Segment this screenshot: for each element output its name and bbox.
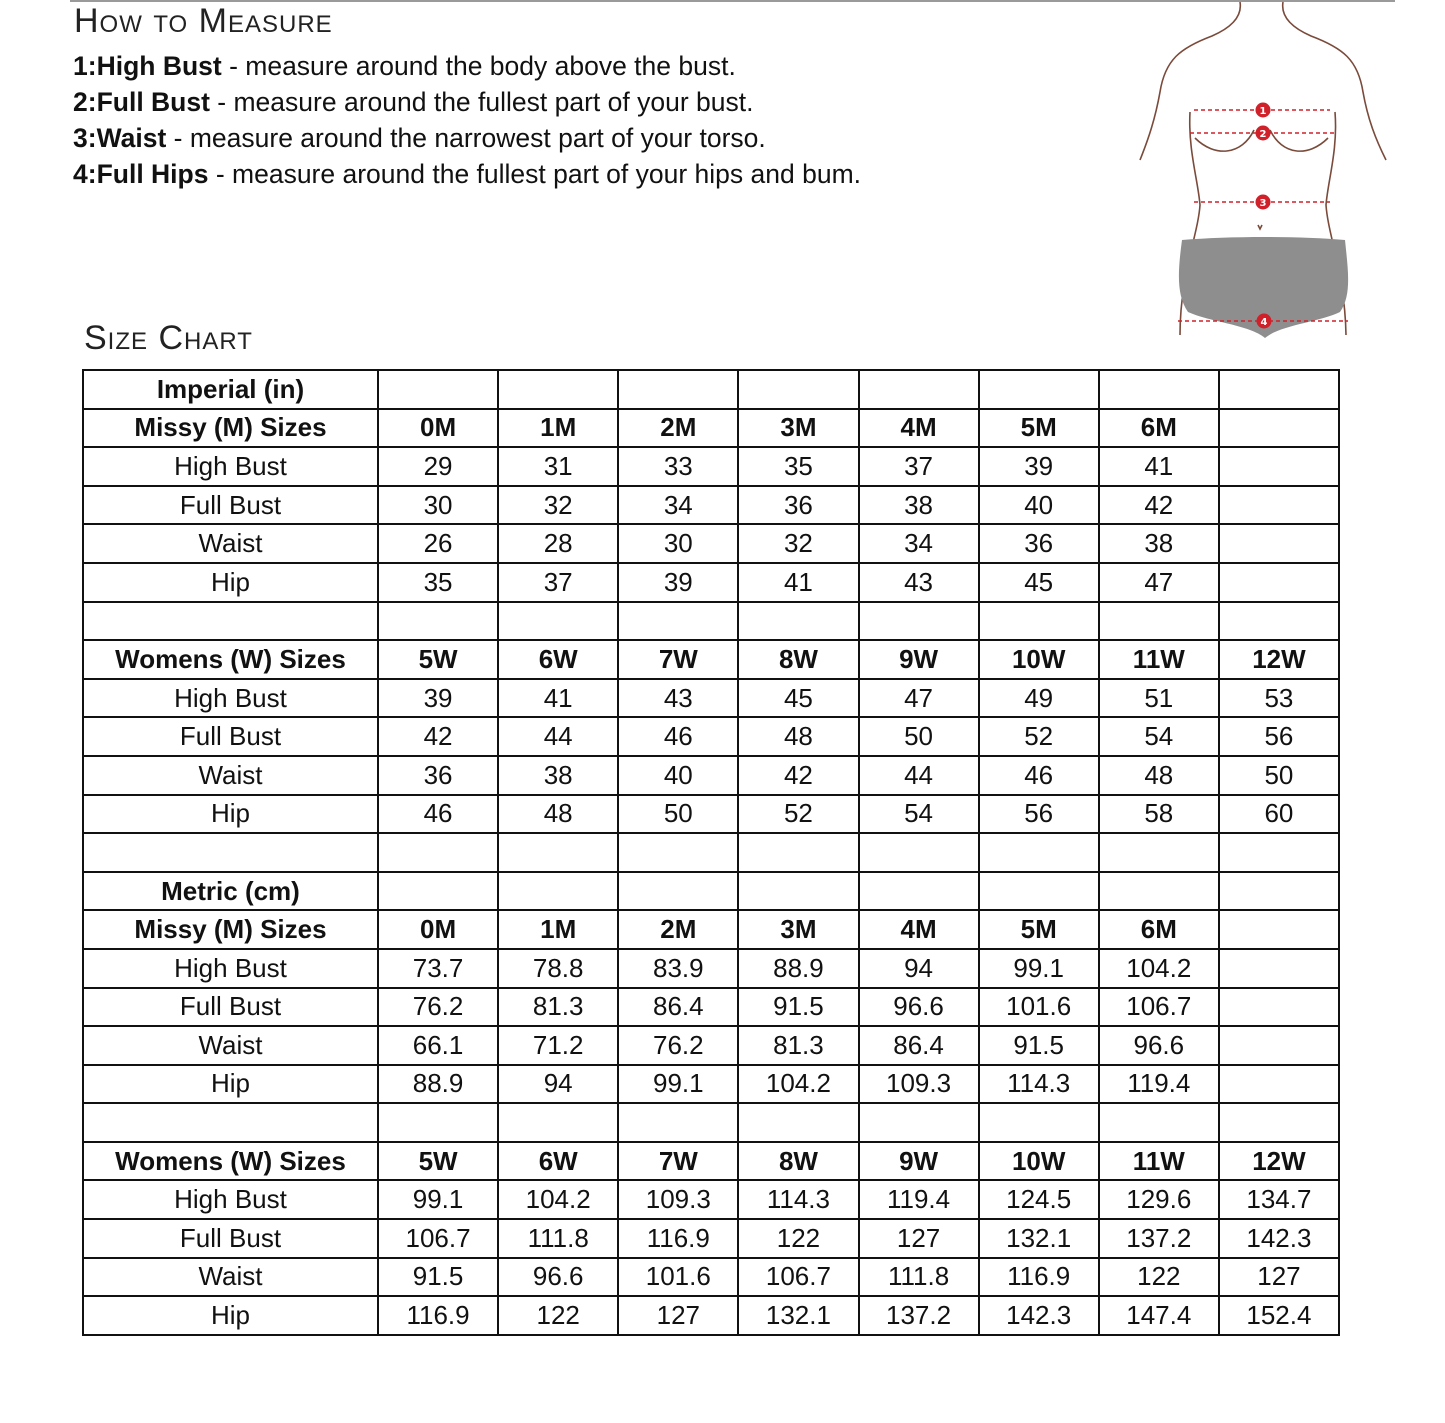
- size-cell: 6M: [1099, 910, 1219, 949]
- size-row: [83, 988, 1339, 1027]
- size-cell: 116.9: [979, 1258, 1099, 1297]
- size-cell: [498, 370, 618, 409]
- size-cell: 44: [859, 756, 979, 795]
- row-label: Hip: [83, 795, 378, 834]
- row-label: Hip: [83, 563, 378, 602]
- size-cell: 38: [1099, 524, 1219, 563]
- size-cell: [738, 602, 858, 641]
- size-cell: 99.1: [618, 1065, 738, 1104]
- instruction-full-bust: 2:Full Bust - measure around the fullest part of your bust.: [73, 87, 754, 117]
- row-label: Waist: [83, 1258, 378, 1297]
- row-label: High Bust: [83, 1180, 378, 1219]
- size-cell: 91.5: [979, 1026, 1099, 1065]
- svg-text:2: 2: [1259, 129, 1267, 140]
- row-label: High Bust: [83, 447, 378, 486]
- size-cell: 109.3: [859, 1065, 979, 1104]
- size-row: [83, 1180, 1339, 1219]
- size-cell: 6W: [498, 640, 618, 679]
- size-cell: 48: [1099, 756, 1219, 795]
- size-row: [83, 949, 1339, 988]
- size-cell: 91.5: [378, 1258, 498, 1297]
- size-cell: [859, 370, 979, 409]
- size-cell: 88.9: [378, 1065, 498, 1104]
- size-row: [83, 447, 1339, 486]
- size-cell: 76.2: [378, 988, 498, 1027]
- instruction-waist: 3:Waist - measure around the narrowest part of your torso.: [73, 123, 766, 153]
- size-cell: 104.2: [1099, 949, 1219, 988]
- instruction-full-hips: 4:Full Hips - measure around the fullest part of your hips and bum.: [73, 159, 862, 189]
- size-cell: [1219, 524, 1339, 563]
- size-cell: 36: [979, 524, 1099, 563]
- size-cell: [378, 370, 498, 409]
- size-cell: [859, 602, 979, 641]
- size-cell: 10W: [979, 1142, 1099, 1181]
- row-label: Full Bust: [83, 988, 378, 1027]
- row-label: Metric (cm): [83, 872, 378, 911]
- size-cell: [979, 1103, 1099, 1142]
- size-cell: [1219, 602, 1339, 641]
- size-row: [83, 1258, 1339, 1297]
- size-cell: [1219, 409, 1339, 448]
- marker-1: [1256, 103, 1271, 118]
- size-cell: 96.6: [859, 988, 979, 1027]
- size-row: [83, 833, 1339, 872]
- size-cell: 104.2: [738, 1065, 858, 1104]
- size-cell: 38: [859, 486, 979, 525]
- size-cell: 101.6: [618, 1258, 738, 1297]
- size-row: [83, 872, 1339, 911]
- size-cell: 99.1: [378, 1180, 498, 1219]
- size-chart-table: [82, 369, 1340, 1336]
- size-cell: [1219, 833, 1339, 872]
- size-cell: 137.2: [1099, 1219, 1219, 1258]
- size-cell: [498, 1103, 618, 1142]
- svg-text:4: 4: [1260, 317, 1268, 328]
- size-cell: 111.8: [859, 1258, 979, 1297]
- row-label: Waist: [83, 524, 378, 563]
- size-cell: [1219, 563, 1339, 602]
- size-cell: 0M: [378, 910, 498, 949]
- size-cell: [498, 602, 618, 641]
- size-cell: [1219, 910, 1339, 949]
- row-label: Full Bust: [83, 486, 378, 525]
- size-cell: 3M: [738, 409, 858, 448]
- size-cell: 45: [738, 679, 858, 718]
- instruction-high-bust: 1:High Bust - measure around the body above the bust.: [73, 51, 736, 81]
- size-cell: 5M: [979, 910, 1099, 949]
- size-cell: 32: [738, 524, 858, 563]
- size-cell: 43: [859, 563, 979, 602]
- size-cell: [738, 1103, 858, 1142]
- size-cell: 0M: [378, 409, 498, 448]
- size-cell: [498, 872, 618, 911]
- size-cell: 52: [979, 717, 1099, 756]
- size-cell: 122: [1099, 1258, 1219, 1297]
- size-cell: 42: [378, 717, 498, 756]
- size-cell: [1099, 833, 1219, 872]
- size-cell: 28: [498, 524, 618, 563]
- size-cell: 31: [498, 447, 618, 486]
- size-cell: 5W: [378, 1142, 498, 1181]
- size-cell: [378, 1103, 498, 1142]
- size-cell: 1M: [498, 910, 618, 949]
- size-cell: [979, 602, 1099, 641]
- size-cell: 58: [1099, 795, 1219, 834]
- size-cell: 30: [618, 524, 738, 563]
- size-cell: 42: [1099, 486, 1219, 525]
- size-cell: 35: [378, 563, 498, 602]
- size-cell: 42: [738, 756, 858, 795]
- svg-text:1: 1: [1259, 106, 1267, 117]
- instruction-name: Full Hips: [96, 159, 209, 189]
- size-cell: 78.8: [498, 949, 618, 988]
- size-cell: 111.8: [498, 1219, 618, 1258]
- size-cell: 132.1: [979, 1219, 1099, 1258]
- size-cell: 11W: [1099, 640, 1219, 679]
- size-cell: 40: [979, 486, 1099, 525]
- size-row: [83, 679, 1339, 718]
- size-cell: [1219, 872, 1339, 911]
- size-cell: 8W: [738, 640, 858, 679]
- row-label: Waist: [83, 1026, 378, 1065]
- size-cell: 96.6: [1099, 1026, 1219, 1065]
- instruction-name: Waist: [96, 123, 167, 153]
- row-label: Waist: [83, 756, 378, 795]
- size-cell: 39: [618, 563, 738, 602]
- size-cell: 44: [498, 717, 618, 756]
- size-cell: 101.6: [979, 988, 1099, 1027]
- size-cell: 94: [498, 1065, 618, 1104]
- size-cell: 142.3: [1219, 1219, 1339, 1258]
- size-chart-body: [83, 370, 1339, 1335]
- size-cell: 66.1: [378, 1026, 498, 1065]
- size-cell: 36: [738, 486, 858, 525]
- size-cell: 47: [859, 679, 979, 718]
- size-cell: 73.7: [378, 949, 498, 988]
- size-cell: 39: [378, 679, 498, 718]
- size-cell: 9W: [859, 640, 979, 679]
- size-cell: 122: [498, 1296, 618, 1335]
- size-cell: 9W: [859, 1142, 979, 1181]
- size-cell: 37: [859, 447, 979, 486]
- size-cell: 109.3: [618, 1180, 738, 1219]
- size-cell: [1099, 872, 1219, 911]
- size-cell: [618, 833, 738, 872]
- row-label: Full Bust: [83, 1219, 378, 1258]
- how-to-measure-title: How to Measure: [74, 2, 333, 40]
- size-cell: 83.9: [618, 949, 738, 988]
- size-row: [83, 1103, 1339, 1142]
- body-measurement-figure: [1130, 0, 1400, 340]
- size-cell: 52: [738, 795, 858, 834]
- size-cell: 33: [618, 447, 738, 486]
- instruction-name: Full Bust: [96, 87, 210, 117]
- size-cell: [618, 872, 738, 911]
- size-cell: 3M: [738, 910, 858, 949]
- size-cell: 119.4: [1099, 1065, 1219, 1104]
- size-cell: 147.4: [1099, 1296, 1219, 1335]
- size-cell: 81.3: [498, 988, 618, 1027]
- size-cell: 54: [859, 795, 979, 834]
- size-cell: 124.5: [979, 1180, 1099, 1219]
- row-label: Womens (W) Sizes: [83, 1142, 378, 1181]
- size-row: [83, 756, 1339, 795]
- size-cell: [618, 602, 738, 641]
- size-cell: [1099, 602, 1219, 641]
- size-row: [83, 486, 1339, 525]
- size-cell: [618, 370, 738, 409]
- size-cell: 40: [618, 756, 738, 795]
- size-cell: 134.7: [1219, 1180, 1339, 1219]
- size-cell: 51: [1099, 679, 1219, 718]
- size-cell: 122: [738, 1219, 858, 1258]
- size-cell: 36: [378, 756, 498, 795]
- row-label: Imperial (in): [83, 370, 378, 409]
- size-cell: 56: [1219, 717, 1339, 756]
- size-cell: 41: [738, 563, 858, 602]
- size-row: [83, 717, 1339, 756]
- size-cell: 12W: [1219, 1142, 1339, 1181]
- row-label: Missy (M) Sizes: [83, 409, 378, 448]
- size-cell: 127: [618, 1296, 738, 1335]
- size-cell: 26: [378, 524, 498, 563]
- marker-4: [1257, 314, 1272, 329]
- size-cell: 46: [378, 795, 498, 834]
- size-cell: [738, 833, 858, 872]
- size-cell: 50: [859, 717, 979, 756]
- svg-text:3: 3: [1259, 198, 1267, 209]
- size-cell: [738, 370, 858, 409]
- size-cell: 2M: [618, 910, 738, 949]
- size-cell: 48: [498, 795, 618, 834]
- measure-instructions: [73, 48, 861, 192]
- size-cell: 29: [378, 447, 498, 486]
- size-cell: [738, 872, 858, 911]
- size-cell: 47: [1099, 563, 1219, 602]
- size-cell: 35: [738, 447, 858, 486]
- size-cell: 106.7: [1099, 988, 1219, 1027]
- row-label: Womens (W) Sizes: [83, 640, 378, 679]
- size-cell: [1219, 486, 1339, 525]
- size-cell: [1219, 370, 1339, 409]
- size-cell: 4M: [859, 409, 979, 448]
- size-cell: [1219, 1103, 1339, 1142]
- size-cell: [859, 1103, 979, 1142]
- size-cell: [1099, 370, 1219, 409]
- size-cell: 91.5: [738, 988, 858, 1027]
- size-row: [83, 1296, 1339, 1335]
- size-cell: [1099, 1103, 1219, 1142]
- size-cell: 39: [979, 447, 1099, 486]
- size-row: [83, 524, 1339, 563]
- size-row: [83, 1142, 1339, 1181]
- size-cell: 152.4: [1219, 1296, 1339, 1335]
- size-cell: 86.4: [859, 1026, 979, 1065]
- size-cell: 4M: [859, 910, 979, 949]
- size-cell: 114.3: [979, 1065, 1099, 1104]
- size-cell: 49: [979, 679, 1099, 718]
- size-cell: 11W: [1099, 1142, 1219, 1181]
- size-cell: 30: [378, 486, 498, 525]
- size-cell: 76.2: [618, 1026, 738, 1065]
- size-cell: 127: [1219, 1258, 1339, 1297]
- instruction-name: High Bust: [96, 51, 222, 81]
- size-cell: 10W: [979, 640, 1099, 679]
- size-cell: 8W: [738, 1142, 858, 1181]
- size-cell: 88.9: [738, 949, 858, 988]
- size-row: [83, 640, 1339, 679]
- size-cell: 50: [618, 795, 738, 834]
- size-cell: [1219, 988, 1339, 1027]
- size-cell: 142.3: [979, 1296, 1099, 1335]
- row-label: [83, 1103, 378, 1142]
- size-cell: 94: [859, 949, 979, 988]
- size-cell: [378, 833, 498, 872]
- size-cell: 48: [738, 717, 858, 756]
- size-row: [83, 1026, 1339, 1065]
- size-cell: [1219, 447, 1339, 486]
- size-cell: 46: [979, 756, 1099, 795]
- size-cell: 106.7: [378, 1219, 498, 1258]
- row-label: Missy (M) Sizes: [83, 910, 378, 949]
- size-cell: 1M: [498, 409, 618, 448]
- size-cell: [1219, 1026, 1339, 1065]
- size-cell: 46: [618, 717, 738, 756]
- size-cell: [1219, 949, 1339, 988]
- size-cell: 50: [1219, 756, 1339, 795]
- size-cell: 53: [1219, 679, 1339, 718]
- size-cell: [378, 602, 498, 641]
- size-cell: 34: [859, 524, 979, 563]
- size-cell: 104.2: [498, 1180, 618, 1219]
- row-label: Hip: [83, 1065, 378, 1104]
- row-label: Full Bust: [83, 717, 378, 756]
- size-cell: [1219, 1065, 1339, 1104]
- size-cell: 127: [859, 1219, 979, 1258]
- row-label: High Bust: [83, 949, 378, 988]
- row-label: High Bust: [83, 679, 378, 718]
- size-cell: 116.9: [618, 1219, 738, 1258]
- size-cell: 99.1: [979, 949, 1099, 988]
- size-cell: 41: [498, 679, 618, 718]
- size-row: [83, 602, 1339, 641]
- size-cell: 41: [1099, 447, 1219, 486]
- size-cell: [378, 872, 498, 911]
- size-cell: [979, 833, 1099, 872]
- size-cell: 6M: [1099, 409, 1219, 448]
- size-cell: 45: [979, 563, 1099, 602]
- marker-2: [1256, 126, 1271, 141]
- size-cell: 81.3: [738, 1026, 858, 1065]
- size-cell: [859, 833, 979, 872]
- size-row: [83, 1065, 1339, 1104]
- size-cell: [859, 872, 979, 911]
- size-cell: 56: [979, 795, 1099, 834]
- size-cell: 5W: [378, 640, 498, 679]
- size-cell: 86.4: [618, 988, 738, 1027]
- row-label: [83, 833, 378, 872]
- size-cell: 32: [498, 486, 618, 525]
- size-row: [83, 910, 1339, 949]
- size-row: [83, 795, 1339, 834]
- size-cell: 43: [618, 679, 738, 718]
- marker-3: [1256, 195, 1271, 210]
- size-cell: 119.4: [859, 1180, 979, 1219]
- size-cell: 60: [1219, 795, 1339, 834]
- size-cell: 37: [498, 563, 618, 602]
- size-cell: 132.1: [738, 1296, 858, 1335]
- size-row: [83, 563, 1339, 602]
- size-cell: [498, 833, 618, 872]
- size-cell: 38: [498, 756, 618, 795]
- size-cell: 34: [618, 486, 738, 525]
- size-cell: 54: [1099, 717, 1219, 756]
- size-cell: 137.2: [859, 1296, 979, 1335]
- size-cell: 2M: [618, 409, 738, 448]
- size-cell: 114.3: [738, 1180, 858, 1219]
- size-cell: [979, 370, 1099, 409]
- size-cell: 7W: [618, 1142, 738, 1181]
- row-label: Hip: [83, 1296, 378, 1335]
- size-cell: 7W: [618, 640, 738, 679]
- size-cell: 129.6: [1099, 1180, 1219, 1219]
- size-row: [83, 1219, 1339, 1258]
- size-row: [83, 409, 1339, 448]
- row-label: [83, 602, 378, 641]
- size-cell: [618, 1103, 738, 1142]
- size-cell: 116.9: [378, 1296, 498, 1335]
- size-cell: 12W: [1219, 640, 1339, 679]
- size-cell: 71.2: [498, 1026, 618, 1065]
- size-cell: 5M: [979, 409, 1099, 448]
- size-cell: 96.6: [498, 1258, 618, 1297]
- size-cell: 106.7: [738, 1258, 858, 1297]
- size-cell: [979, 872, 1099, 911]
- size-chart-title: Size Chart: [84, 319, 253, 357]
- size-row: [83, 370, 1339, 409]
- size-cell: 6W: [498, 1142, 618, 1181]
